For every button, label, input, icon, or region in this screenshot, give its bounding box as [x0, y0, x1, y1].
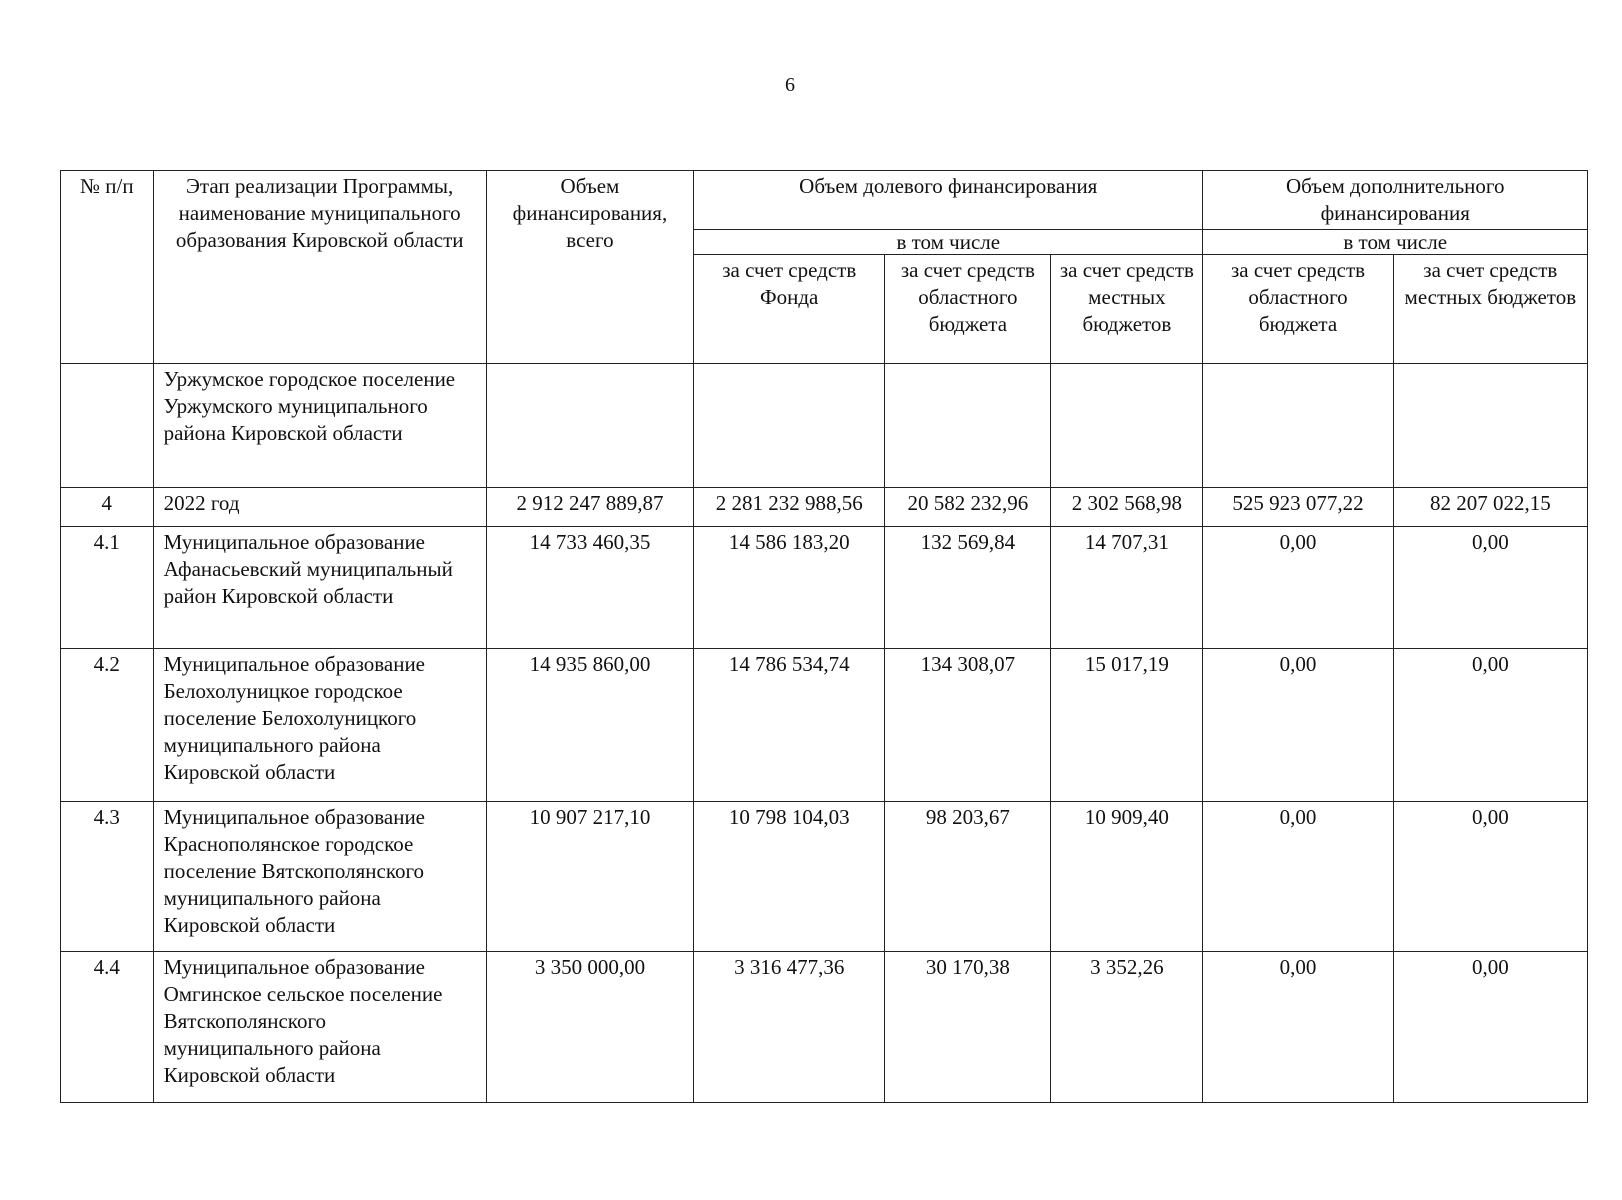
cell-add-regional: 0,00 — [1203, 527, 1393, 649]
cell-add-local: 0,00 — [1393, 802, 1587, 952]
cell-local: 10 909,40 — [1051, 802, 1203, 952]
cell-add-regional — [1203, 364, 1393, 488]
cell-add-regional: 0,00 — [1203, 802, 1393, 952]
cell-add-regional: 0,00 — [1203, 649, 1393, 802]
header-total: Объем финансирования, всего — [486, 171, 693, 364]
cell-name: Муниципальное образование Белохолуницкое городское поселение Белохолуницкого муниципального района Кировской области — [153, 649, 486, 802]
cell-add-local: 0,00 — [1393, 952, 1587, 1103]
cell-fund: 2 281 232 988,56 — [694, 488, 885, 527]
cell-local: 14 707,31 — [1051, 527, 1203, 649]
header-num: № п/п — [61, 171, 154, 364]
cell-local: 2 302 568,98 — [1051, 488, 1203, 527]
cell-regional: 30 170,38 — [885, 952, 1051, 1103]
table-row — [61, 364, 1588, 488]
header-additional-regional: за счет средств областного бюджета — [1203, 255, 1393, 364]
header-shared-local: за счет средств местных бюджетов — [1051, 255, 1203, 364]
cell-local — [1051, 364, 1203, 488]
cell-fund — [694, 364, 885, 488]
cell-add-local — [1393, 364, 1587, 488]
header-additional-incl: в том числе — [1203, 230, 1588, 255]
cell-regional: 134 308,07 — [885, 649, 1051, 802]
cell-name: Муниципальное образование Краснополянское городское поселение Вятскополянского муниципального района Кировской области — [153, 802, 486, 952]
header-shared-fund: за счет средств Фонда — [694, 255, 885, 364]
cell-name: 2022 год — [153, 488, 486, 527]
cell-regional — [885, 364, 1051, 488]
cell-add-regional: 0,00 — [1203, 952, 1393, 1103]
cell-name: Муниципальное образование Афанасьевский муниципальный район Кировской области — [153, 527, 486, 649]
cell-name: Муниципальное образование Омгинское сельское поселение Вятскополянского муниципального района Кировской области — [153, 952, 486, 1103]
cell-num: 4.2 — [61, 649, 154, 802]
cell-regional: 20 582 232,96 — [885, 488, 1051, 527]
cell-regional: 98 203,67 — [885, 802, 1051, 952]
header-additional-local: за счет средств местных бюджетов — [1393, 255, 1587, 364]
header-additional: Объем дополнительного финансирования — [1203, 171, 1588, 230]
table-row — [61, 488, 1588, 527]
header-shared-regional: за счет средств областного бюджета — [885, 255, 1051, 364]
header-stage: Этап реализации Программы, наименование муниципального образования Кировской области — [153, 171, 486, 364]
cell-total: 14 935 860,00 — [486, 649, 693, 802]
cell-fund: 14 586 183,20 — [694, 527, 885, 649]
cell-local: 3 352,26 — [1051, 952, 1203, 1103]
cell-num: 4.1 — [61, 527, 154, 649]
cell-num: 4.4 — [61, 952, 154, 1103]
cell-total: 10 907 217,10 — [486, 802, 693, 952]
table-row — [61, 802, 1588, 952]
header-shared-incl: в том числе — [694, 230, 1203, 255]
header-row-1 — [61, 171, 1588, 230]
cell-add-local: 0,00 — [1393, 527, 1587, 649]
table-row — [61, 649, 1588, 802]
cell-num — [61, 364, 154, 488]
cell-total: 2 912 247 889,87 — [486, 488, 693, 527]
cell-regional: 132 569,84 — [885, 527, 1051, 649]
cell-add-local: 0,00 — [1393, 649, 1587, 802]
cell-num: 4.3 — [61, 802, 154, 952]
header-shared: Объем долевого финансирования — [694, 171, 1203, 230]
cell-num: 4 — [61, 488, 154, 527]
cell-add-local: 82 207 022,15 — [1393, 488, 1587, 527]
cell-fund: 3 316 477,36 — [694, 952, 885, 1103]
table-row — [61, 952, 1588, 1103]
table-row — [61, 527, 1588, 649]
cell-fund: 10 798 104,03 — [694, 802, 885, 952]
page-number: 6 — [785, 74, 795, 96]
cell-add-regional: 525 923 077,22 — [1203, 488, 1393, 527]
cell-fund: 14 786 534,74 — [694, 649, 885, 802]
cell-total — [486, 364, 693, 488]
cell-total: 3 350 000,00 — [486, 952, 693, 1103]
cell-total: 14 733 460,35 — [486, 527, 693, 649]
cell-local: 15 017,19 — [1051, 649, 1203, 802]
cell-name: Уржумское городское поселение Уржумского муниципального района Кировской области — [153, 364, 486, 488]
financing-table — [60, 170, 1588, 1103]
